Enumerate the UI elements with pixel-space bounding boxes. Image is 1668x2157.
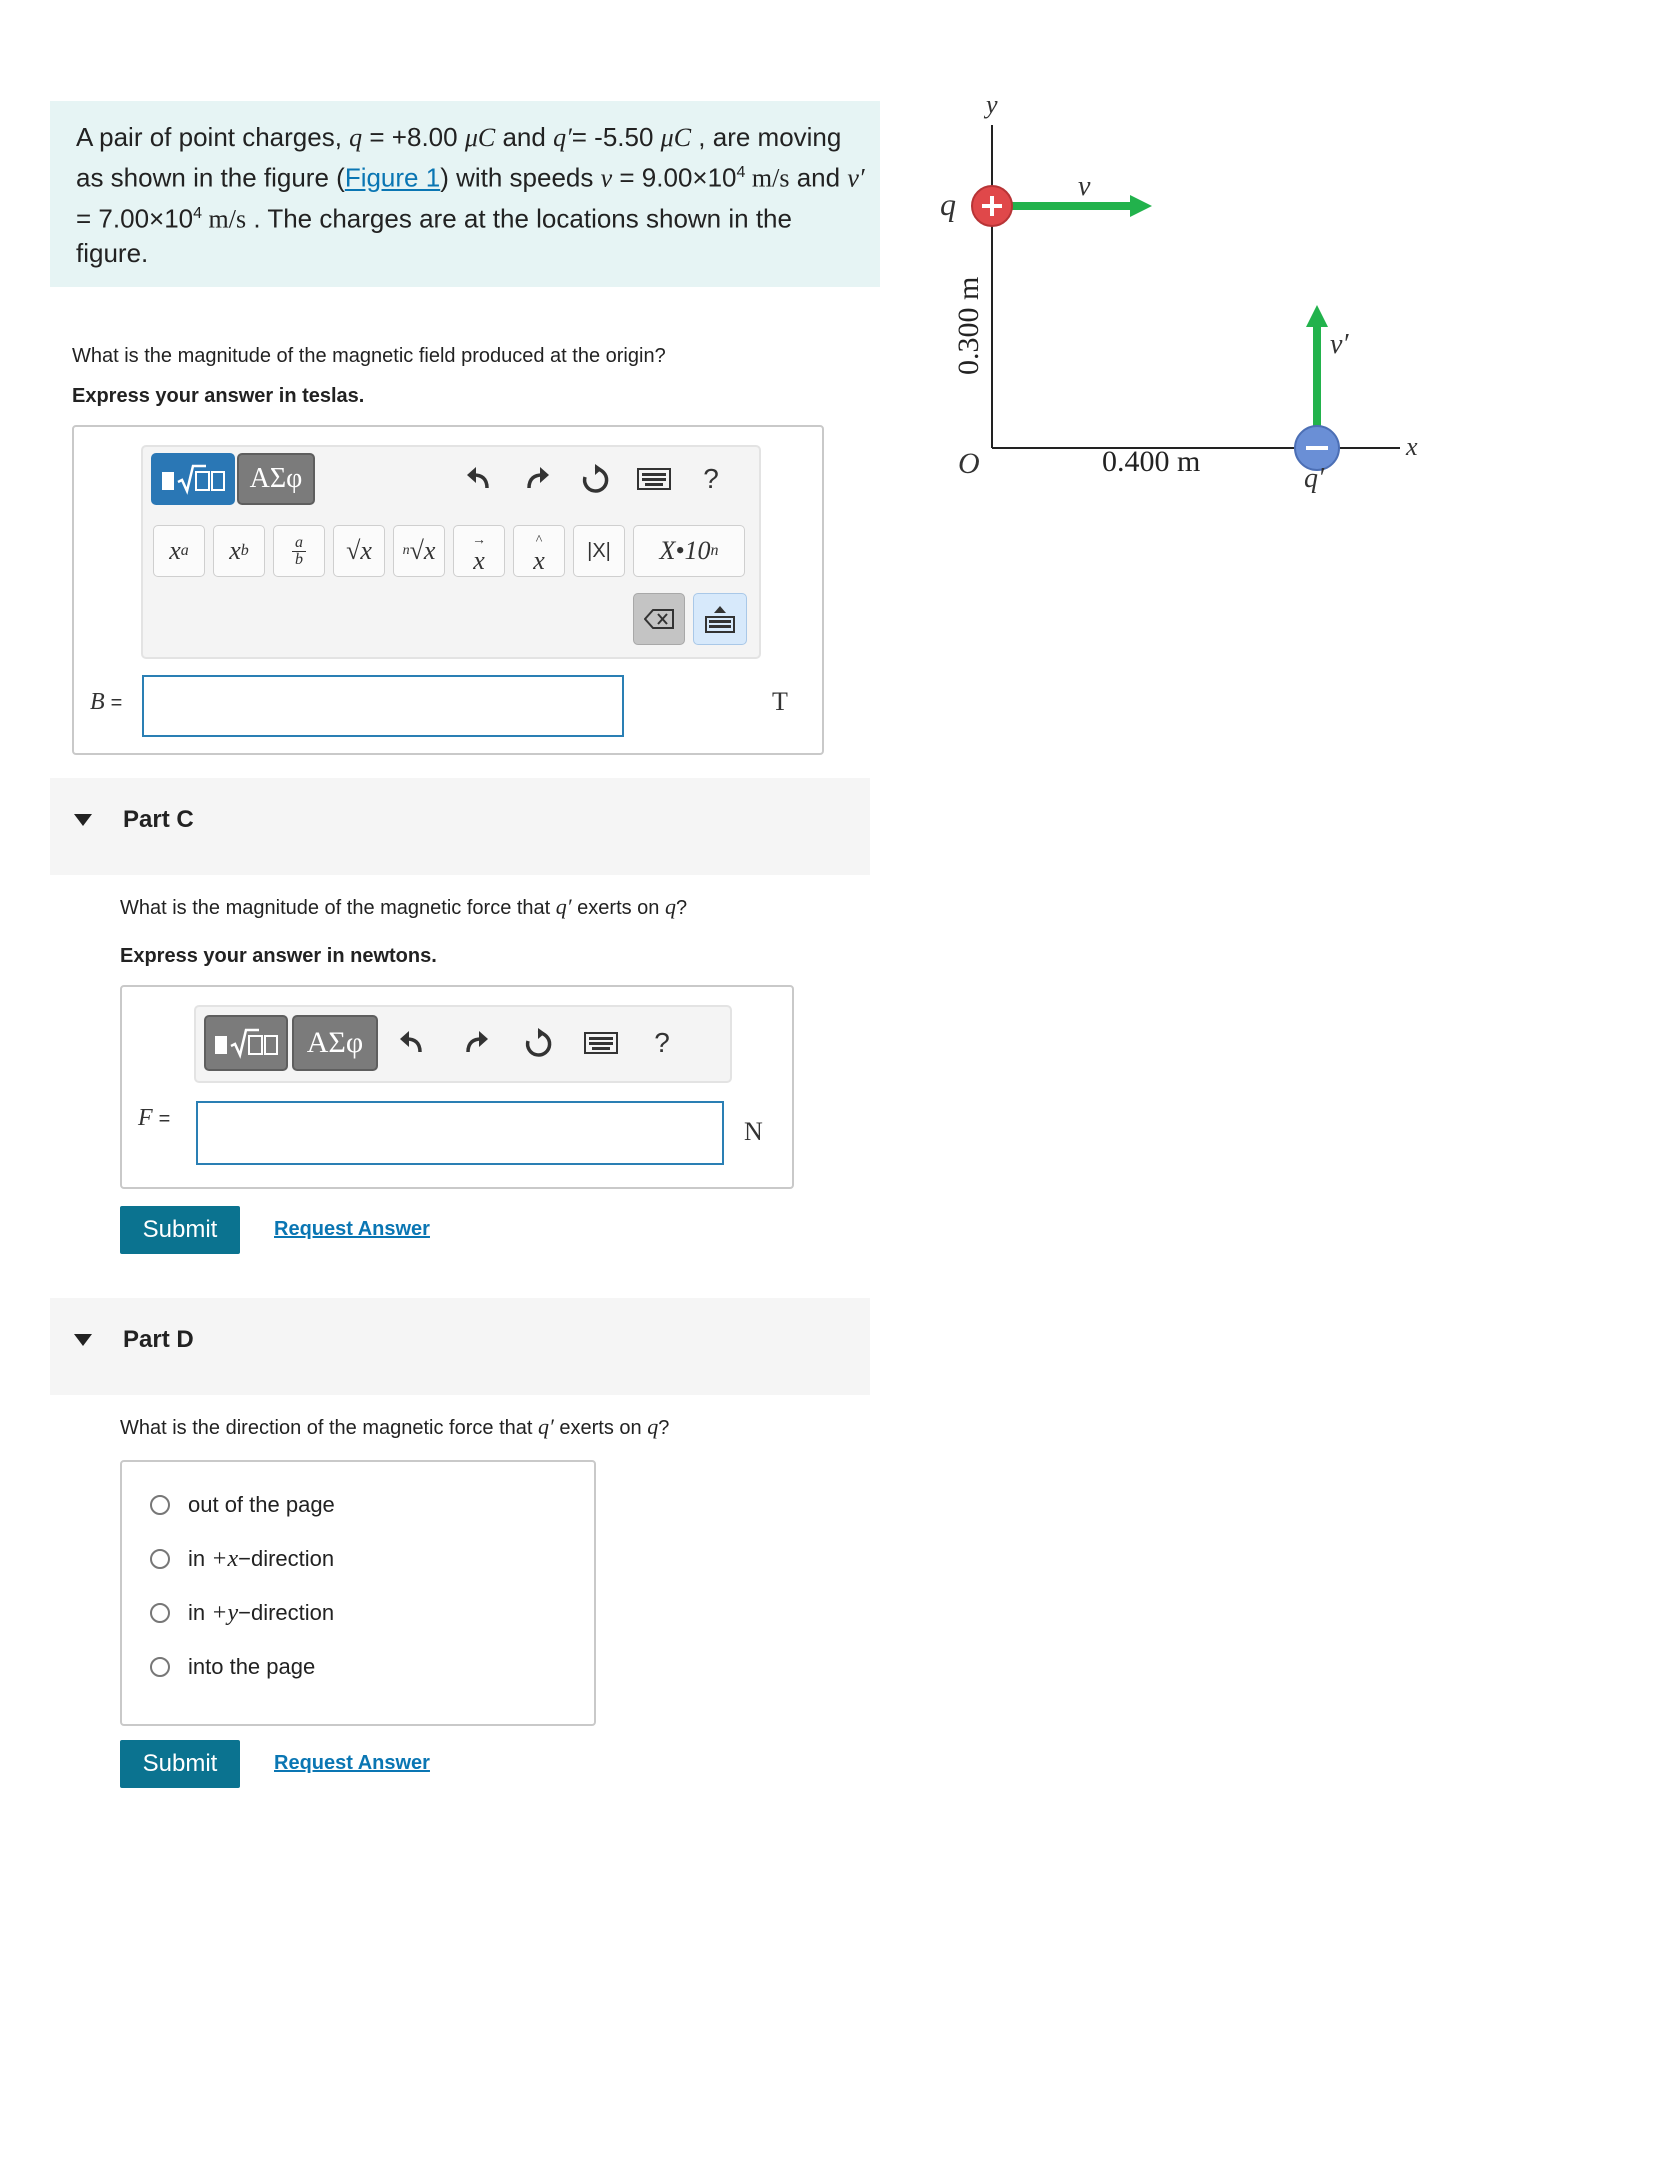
q-symbol: q — [349, 123, 363, 152]
figure-diagram — [930, 85, 1450, 505]
redo-icon[interactable] — [456, 1023, 496, 1063]
v-prime-exponent: 4 — [193, 204, 203, 222]
option-label: in +y−direction — [188, 1599, 335, 1626]
math-toolbar-c — [194, 1005, 732, 1083]
redo-icon[interactable] — [517, 459, 557, 499]
option-plus-x[interactable] — [150, 1544, 334, 1574]
keyboard-up-icon — [705, 604, 735, 634]
intro-text-1: A pair of point charges, — [76, 122, 350, 152]
part-d-title: Part D — [123, 1326, 194, 1353]
part-c-question: What is the magnitude of the magnetic force that q′ exerts on q? — [120, 894, 688, 919]
part-d-header[interactable] — [50, 1298, 870, 1395]
b-variable-label: B = — [90, 689, 123, 715]
intro-eq-2: = — [76, 203, 99, 234]
part-c-answer-box — [120, 985, 794, 1189]
subscript-button[interactable]: x b — [213, 525, 265, 577]
backspace-icon — [644, 609, 674, 629]
option-label: into the page — [188, 1654, 316, 1679]
f-answer-input[interactable] — [196, 1101, 724, 1165]
part-c-submit-button[interactable]: Submit — [120, 1206, 240, 1254]
part-b-instruction: Express your answer in teslas. — [72, 385, 365, 407]
undo-icon[interactable] — [392, 1023, 432, 1063]
v-symbol: v — [600, 163, 613, 193]
q-value: = +8.00 — [362, 122, 465, 152]
q-prime-label: q′ — [1304, 463, 1325, 494]
problem-intro — [50, 101, 880, 287]
b-answer-input[interactable] — [142, 675, 624, 737]
reset-icon[interactable] — [518, 1023, 558, 1063]
square-root-button[interactable]: √x — [333, 525, 385, 577]
v-value: 9.00×10 — [641, 162, 737, 193]
absolute-value-button[interactable]: |X| — [573, 525, 625, 577]
intro-and-2: and — [789, 162, 848, 193]
help-button[interactable]: ? — [654, 1027, 670, 1058]
radio-button[interactable] — [150, 1495, 170, 1515]
origin-label: O — [958, 447, 980, 480]
v-prime-symbol: v′ — [847, 163, 865, 193]
collapse-triangle-icon[interactable] — [74, 1334, 92, 1346]
x-axis-label: x — [1406, 432, 1418, 461]
v-prime-label: v′ — [1330, 329, 1349, 360]
intro-text — [76, 120, 866, 271]
part-d-options-box — [120, 1460, 596, 1726]
math-toolbar — [141, 445, 761, 659]
help-button[interactable]: ? — [703, 463, 719, 494]
scientific-notation-button[interactable]: X•10 n — [633, 525, 745, 577]
b-unit-label: T — [772, 687, 788, 716]
intro-and: and — [495, 122, 554, 152]
part-b-question: What is the magnitude of the magnetic field produced at the origin? — [72, 345, 666, 367]
intro-eq-1: = — [612, 162, 642, 193]
radio-button[interactable] — [150, 1603, 170, 1623]
v-arrowhead — [1130, 195, 1152, 217]
option-out-of-page[interactable] — [150, 1490, 335, 1520]
v-label: v — [1078, 171, 1091, 202]
part-b-answer-box — [72, 425, 824, 755]
part-c-header[interactable] — [50, 778, 870, 875]
vector-button[interactable]: → x — [453, 525, 505, 577]
keyboard-icon[interactable] — [578, 1023, 624, 1063]
templates-button[interactable] — [151, 453, 235, 505]
templates-icon — [158, 462, 228, 496]
v-unit: m/s — [745, 163, 790, 193]
intro-text-2: , are moving as shown in the figure ( — [76, 122, 842, 193]
option-label: out of the page — [188, 1492, 335, 1517]
y-axis-label: y — [986, 90, 998, 119]
fraction-button[interactable]: a b — [273, 525, 325, 577]
q-prime-value: = -5.50 — [571, 122, 661, 152]
keyboard-toggle-button[interactable] — [693, 593, 747, 645]
keyboard-icon[interactable] — [631, 459, 677, 499]
radio-button[interactable] — [150, 1657, 170, 1677]
templates-icon — [211, 1026, 281, 1060]
q-prime-unit: μC — [660, 123, 692, 152]
reset-icon[interactable] — [575, 459, 615, 499]
f-variable-label: F = — [138, 1105, 171, 1131]
option-plus-y[interactable] — [150, 1598, 334, 1628]
figure-link[interactable]: Figure 1 — [344, 162, 441, 193]
templates-button[interactable] — [204, 1015, 288, 1071]
collapse-triangle-icon[interactable] — [74, 814, 92, 826]
q-unit: μC — [464, 123, 496, 152]
v-prime-arrowhead — [1306, 305, 1328, 327]
part-c-title: Part C — [123, 806, 194, 833]
greek-symbols-button[interactable]: ΑΣφ — [292, 1015, 378, 1071]
option-label: in +x−direction — [188, 1545, 335, 1572]
v-exponent: 4 — [736, 164, 746, 181]
greek-symbols-button[interactable]: ΑΣφ — [237, 453, 315, 505]
intro-text-3: ) with speeds — [440, 162, 601, 193]
unit-vector-button[interactable]: ^ x — [513, 525, 565, 577]
f-unit-label: N — [744, 1117, 763, 1146]
undo-icon[interactable] — [459, 459, 499, 499]
superscript-button[interactable]: x a — [153, 525, 205, 577]
delete-button[interactable] — [633, 593, 685, 645]
q-prime-symbol: q′ — [553, 123, 572, 152]
part-d-submit-button[interactable]: Submit — [120, 1740, 240, 1788]
q-label: q — [940, 186, 956, 222]
intro-text-4: . The charges are at the locations shown in the figure. — [76, 203, 792, 269]
radio-button[interactable] — [150, 1549, 170, 1569]
dist-y-label: 0.300 m — [952, 276, 985, 375]
nth-root-button[interactable]: n √x — [393, 525, 445, 577]
part-d-request-answer-link[interactable]: Request Answer — [274, 1752, 430, 1774]
part-c-request-answer-link[interactable]: Request Answer — [274, 1218, 430, 1240]
v-prime-unit: m/s — [202, 204, 247, 234]
option-into-page[interactable] — [150, 1652, 315, 1682]
dist-x-label: 0.400 m — [1102, 445, 1201, 478]
part-d-question: What is the direction of the magnetic force that q′ exerts on q? — [120, 1414, 670, 1439]
part-c-instruction: Express your answer in newtons. — [120, 945, 437, 967]
v-prime-value: 7.00×10 — [98, 203, 194, 234]
